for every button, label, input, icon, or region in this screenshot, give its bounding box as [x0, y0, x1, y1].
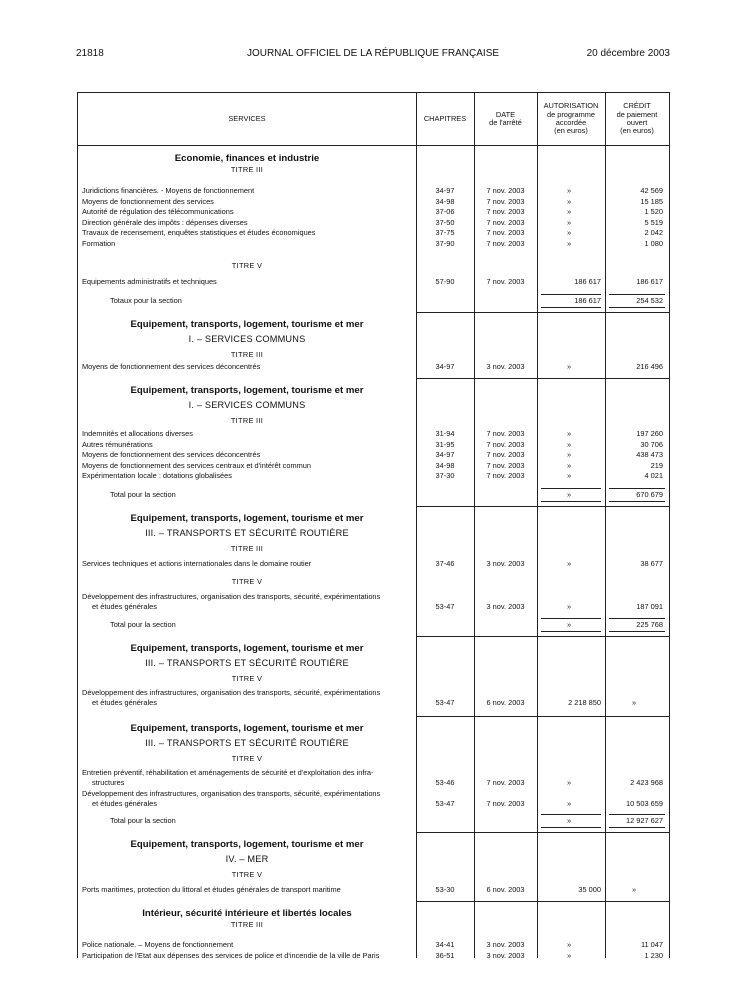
- section-title: Economie, finances et industrie: [174, 153, 320, 164]
- credit-cell: 30 706: [640, 439, 663, 449]
- table-row: [78, 429, 669, 439]
- credit-cell: 2 423 968: [630, 778, 663, 787]
- autorisation-cell: »: [566, 362, 572, 371]
- row-label: [82, 362, 416, 372]
- total-credit: 254 532: [636, 296, 663, 305]
- table-row: [78, 559, 669, 569]
- total-underline: [609, 501, 665, 502]
- section-divider: [416, 716, 669, 717]
- row-label: [82, 239, 416, 249]
- total-underline: [609, 827, 665, 828]
- autorisation-cell: »: [566, 778, 572, 787]
- row-label: [82, 461, 416, 471]
- chapter-cell: 34-41: [435, 940, 455, 949]
- total-label-text: Total pour la section: [110, 620, 176, 629]
- section-title: Equipement, transports, logement, tourisme et mer: [130, 839, 364, 850]
- table-row: [78, 768, 669, 788]
- row-label: [82, 186, 416, 196]
- row-label: [82, 450, 416, 460]
- autorisation-cell: »: [566, 559, 572, 568]
- credit-cell: 42 569: [640, 186, 663, 195]
- table-row: [78, 362, 669, 372]
- titre-heading: TITRE III: [230, 350, 264, 359]
- row-label: [82, 940, 416, 950]
- chapter-cell: 53-47: [435, 698, 455, 707]
- autorisation-cell: »: [566, 460, 572, 470]
- date-cell: 3 nov. 2003: [486, 950, 525, 960]
- section-divider: [416, 636, 669, 637]
- credit-cell: 2 042: [644, 228, 663, 238]
- total-label-text: Total pour la section: [110, 490, 176, 499]
- credit-cell: 197 260: [636, 429, 663, 438]
- row-label-text: Moyens de fonctionnement des services: [82, 196, 214, 206]
- date-cell: 7 nov. 2003: [486, 228, 525, 238]
- table-row: [78, 450, 669, 460]
- total-credit: 225 768: [636, 620, 663, 629]
- section-subtitle: IV. – MER: [225, 854, 269, 864]
- table-row: [78, 218, 669, 228]
- date-cell: 7 nov. 2003: [486, 239, 525, 248]
- row-label: [82, 277, 416, 287]
- table-row: [78, 277, 669, 287]
- titre-heading: TITRE V: [231, 870, 263, 879]
- total-row: [78, 620, 669, 630]
- date-cell: 7 nov. 2003: [486, 186, 525, 195]
- page-number: 21818: [76, 48, 104, 59]
- row-label-text: Travaux de recensement, enquêtes statistiques et études économiques: [82, 228, 316, 238]
- row-label: [82, 768, 416, 788]
- total-underline: [541, 307, 601, 308]
- section-subtitle: I. – SERVICES COMMUNS: [188, 400, 306, 410]
- section-title: Equipement, transports, logement, tourisme et mer: [130, 643, 364, 654]
- total-label: [110, 816, 416, 826]
- row-label: [82, 197, 416, 207]
- table-row: [78, 688, 669, 708]
- total-underline: [609, 307, 665, 308]
- titre-heading: TITRE III: [230, 920, 264, 929]
- autorisation-cell: »: [566, 471, 572, 481]
- row-label-line: [82, 602, 416, 612]
- date-cell: 7 nov. 2003: [486, 799, 525, 808]
- autorisation-cell: 35 000: [578, 885, 601, 894]
- row-label-text: Indemnités et allocations diverses: [82, 429, 193, 438]
- date-cell: 3 nov. 2003: [486, 362, 525, 371]
- credit-cell: »: [631, 698, 637, 707]
- credit-cell: 438 473: [636, 450, 663, 460]
- row-label-text: Equipements administratifs et techniques: [82, 277, 217, 286]
- section-divider: [416, 378, 669, 379]
- row-label-text: Juridictions financières. - Moyens de fonctionnement: [82, 186, 255, 195]
- row-label-line: [82, 698, 416, 708]
- total-credit: 670 679: [636, 490, 663, 499]
- row-label: [82, 592, 416, 612]
- table-row: [78, 461, 669, 471]
- row-label: [82, 471, 416, 481]
- header-divider: [78, 145, 669, 146]
- credit-cell: 219: [650, 460, 663, 470]
- chapter-cell: 53-30: [435, 885, 455, 894]
- row-label-text: Ports maritimes, protection du littoral et études générales de transport maritime: [82, 885, 341, 894]
- row-label-line: [82, 799, 416, 809]
- autorisation-cell: »: [566, 799, 572, 808]
- row-label-text: Services techniques et actions internationales dans le domaine routier: [82, 559, 312, 568]
- chapter-cell: 34-98: [435, 196, 455, 206]
- date-cell: 3 nov. 2003: [486, 940, 525, 949]
- total-autorisation: »: [566, 490, 572, 499]
- titre-heading: TITRE V: [231, 577, 263, 586]
- credit-cell: 11 047: [640, 940, 663, 949]
- total-label-text: Total pour la section: [110, 816, 176, 825]
- header-date: DATE de l'arrêté: [489, 109, 522, 127]
- chapter-cell: 37-75: [435, 228, 455, 238]
- titre-heading: TITRE V: [231, 261, 263, 270]
- total-underline: [541, 501, 601, 502]
- journal-title: JOURNAL OFFICIEL DE LA RÉPUBLIQUE FRANÇAISE: [246, 48, 500, 59]
- chapter-cell: 34-98: [435, 460, 455, 470]
- row-label-text: structures: [92, 778, 125, 787]
- row-label-line: Développement des infrastructures, organisation des transports, sécurité, expérimentations: [82, 592, 381, 601]
- section-title: Equipement, transports, logement, tourisme et mer: [130, 513, 364, 524]
- date-cell: 6 nov. 2003: [486, 885, 525, 894]
- section-title: Intérieur, sécurité intérieure et libertés locales: [142, 908, 352, 919]
- date-cell: 6 nov. 2003: [486, 698, 525, 707]
- autorisation-cell: »: [566, 602, 572, 611]
- row-label-text: Moyens de fonctionnement des services déconcentrés: [82, 362, 261, 371]
- chapter-cell: 34-97: [435, 186, 455, 195]
- chapter-cell: 53-47: [435, 602, 455, 611]
- chapter-cell: 34-97: [435, 362, 455, 371]
- table-row: [78, 207, 669, 217]
- date-cell: 7 nov. 2003: [486, 460, 525, 470]
- table-row: [78, 186, 669, 196]
- date-cell: 7 nov. 2003: [486, 277, 525, 286]
- chapter-cell: 53-47: [435, 799, 455, 808]
- section-subtitle: I. – SERVICES COMMUNS: [188, 334, 306, 344]
- credit-cell: »: [631, 885, 637, 894]
- section-divider: [416, 901, 669, 902]
- chapter-cell: 34-97: [435, 450, 455, 460]
- row-label: [82, 789, 416, 809]
- credit-cell: 186 617: [636, 277, 663, 286]
- header-credit: CRÉDIT de paiement ouvert (en euros): [616, 101, 658, 136]
- chapter-cell: 31-95: [435, 439, 455, 449]
- total-label-text: Totaux pour la section: [110, 296, 182, 305]
- row-label-line: Développement des infrastructures, organisation des transports, sécurité, expérimentations: [82, 688, 381, 697]
- row-label: [82, 429, 416, 439]
- section-divider: [416, 832, 669, 833]
- subtotal-rule: [541, 294, 601, 295]
- chapter-cell: 37-90: [435, 239, 455, 248]
- table-row: [78, 789, 669, 809]
- chapter-cell: 37-50: [435, 217, 455, 227]
- credit-cell: 38 677: [640, 559, 663, 568]
- row-label: [82, 228, 416, 238]
- row-label-text: Police nationale. – Moyens de fonctionnement: [82, 940, 234, 949]
- autorisation-cell: »: [566, 439, 572, 449]
- row-label: [82, 559, 416, 569]
- credit-cell: 216 496: [636, 362, 663, 371]
- table-row: [78, 951, 669, 961]
- date-cell: 7 nov. 2003: [486, 450, 525, 460]
- date-cell: 7 nov. 2003: [486, 471, 525, 481]
- header-autorisation: AUTORISATION de programme accordée (en euros): [543, 101, 599, 136]
- date-cell: 7 nov. 2003: [486, 778, 525, 787]
- row-label-text: Participation de l'Etat aux dépenses des services de police et d'incendie de la ville de Paris: [82, 950, 380, 960]
- credit-cell: 5 519: [644, 217, 663, 227]
- row-label: [82, 688, 416, 708]
- date-cell: 7 nov. 2003: [486, 439, 525, 449]
- autorisation-cell: »: [566, 186, 572, 195]
- chapter-cell: 37-30: [435, 471, 455, 481]
- section-subtitle: III. – TRANSPORTS ET SÉCURITÉ ROUTIÈRE: [145, 658, 349, 668]
- row-label-line: Développement des infrastructures, organisation des transports, sécurité, expérimentations: [82, 789, 381, 798]
- row-label-text: Formation: [82, 239, 116, 248]
- leader-dots: [82, 786, 416, 787]
- total-autorisation: 186 617: [574, 296, 601, 305]
- chapter-cell: 53-46: [435, 778, 455, 787]
- total-credit: 12 927 627: [626, 816, 663, 825]
- section-divider: [416, 506, 669, 507]
- row-label-line: Entretien préventif, réhabilitation et aménagements de sécurité et d'exploitation des infra-: [82, 768, 374, 777]
- date-cell: 7 nov. 2003: [486, 196, 525, 206]
- publication-date: 20 décembre 2003: [586, 48, 670, 59]
- credit-cell: 1 080: [644, 239, 663, 248]
- row-label: [82, 440, 416, 450]
- titre-heading: TITRE V: [231, 674, 263, 683]
- page-header: [76, 48, 670, 62]
- autorisation-cell: »: [566, 950, 572, 960]
- row-label: [82, 885, 416, 895]
- row-label-text: Expérimentation locale : dotations globalisées: [82, 471, 232, 481]
- subtotal-rule: [541, 814, 601, 815]
- subtotal-rule: [609, 814, 665, 815]
- row-label-text: Direction générale des impôts : dépenses diverses: [82, 217, 248, 227]
- date-cell: 7 nov. 2003: [486, 217, 525, 227]
- header-chapitres: CHAPITRES: [423, 113, 467, 123]
- table-row: [78, 885, 669, 895]
- table-row: [78, 440, 669, 450]
- row-label: [82, 951, 416, 961]
- row-label-text: Autorité de régulation des télécommunications: [82, 207, 234, 217]
- autorisation-cell: »: [566, 196, 572, 206]
- chapter-cell: 37-06: [435, 207, 455, 217]
- table-row: [78, 592, 669, 612]
- autorisation-cell: »: [566, 239, 572, 248]
- date-cell: 3 nov. 2003: [486, 602, 525, 611]
- table-row: [78, 239, 669, 249]
- section-divider: [416, 312, 669, 313]
- autorisation-cell: »: [566, 450, 572, 460]
- total-row: [78, 296, 669, 306]
- table-row: [78, 228, 669, 238]
- subtotal-rule: [541, 488, 601, 489]
- section-subtitle: III. – TRANSPORTS ET SÉCURITÉ ROUTIÈRE: [145, 528, 349, 538]
- titre-heading: TITRE III: [230, 165, 264, 174]
- row-label-text: Moyens de fonctionnement des services déconcentrés: [82, 450, 261, 460]
- titre-heading: TITRE V: [231, 754, 263, 763]
- date-cell: 7 nov. 2003: [486, 207, 525, 217]
- total-autorisation: »: [566, 620, 572, 629]
- chapter-cell: 31-94: [435, 429, 455, 438]
- chapter-cell: 57-90: [435, 277, 455, 286]
- subtotal-rule: [609, 294, 665, 295]
- table-row: [78, 471, 669, 481]
- total-label: [110, 296, 416, 306]
- row-label: [82, 207, 416, 217]
- subtotal-rule: [541, 618, 601, 619]
- credit-cell: 1 520: [644, 207, 663, 217]
- titre-heading: TITRE III: [230, 416, 264, 425]
- autorisation-cell: »: [566, 217, 572, 227]
- subtotal-rule: [609, 488, 665, 489]
- total-row: [78, 816, 669, 826]
- row-label: [82, 218, 416, 228]
- table-row: [78, 197, 669, 207]
- table-row: [78, 940, 669, 950]
- total-row: [78, 490, 669, 500]
- autorisation-cell: »: [566, 207, 572, 217]
- row-label-line: [82, 778, 416, 788]
- credit-cell: 4 021: [644, 471, 663, 481]
- titre-heading: TITRE III: [230, 544, 264, 553]
- row-label-text: et études générales: [92, 602, 157, 611]
- chapter-cell: 36-51: [435, 950, 455, 960]
- total-underline: [541, 827, 601, 828]
- date-cell: 7 nov. 2003: [486, 429, 525, 438]
- row-label-text: Moyens de fonctionnement des services centraux et d'intérêt commun: [82, 460, 311, 470]
- autorisation-cell: 2 218 850: [568, 698, 601, 707]
- credit-cell: 15 185: [640, 196, 663, 206]
- row-label-text: et études générales: [92, 799, 157, 808]
- autorisation-cell: »: [566, 940, 572, 949]
- header-services: SERVICES: [228, 113, 266, 123]
- section-subtitle: III. – TRANSPORTS ET SÉCURITÉ ROUTIÈRE: [145, 738, 349, 748]
- section-title: Equipement, transports, logement, tourisme et mer: [130, 723, 364, 734]
- credits-table: [77, 92, 670, 958]
- total-label: [110, 620, 416, 630]
- autorisation-cell: »: [566, 429, 572, 438]
- credit-cell: 1 230: [644, 950, 663, 960]
- total-label: [110, 490, 416, 500]
- total-underline: [541, 631, 601, 632]
- row-label-text: et études générales: [92, 698, 157, 707]
- leader-dots: [82, 247, 416, 248]
- date-cell: 3 nov. 2003: [486, 559, 525, 568]
- chapter-cell: 37-46: [435, 559, 455, 568]
- credit-cell: 10 503 659: [626, 799, 663, 808]
- row-label-text: Autres rémunérations: [82, 439, 153, 449]
- total-autorisation: »: [566, 816, 572, 825]
- section-title: Equipement, transports, logement, tourisme et mer: [130, 319, 364, 330]
- autorisation-cell: »: [566, 228, 572, 238]
- autorisation-cell: 186 617: [574, 277, 601, 286]
- section-title: Equipement, transports, logement, tourisme et mer: [130, 385, 364, 396]
- credit-cell: 187 091: [636, 602, 663, 611]
- total-underline: [609, 631, 665, 632]
- subtotal-rule: [609, 618, 665, 619]
